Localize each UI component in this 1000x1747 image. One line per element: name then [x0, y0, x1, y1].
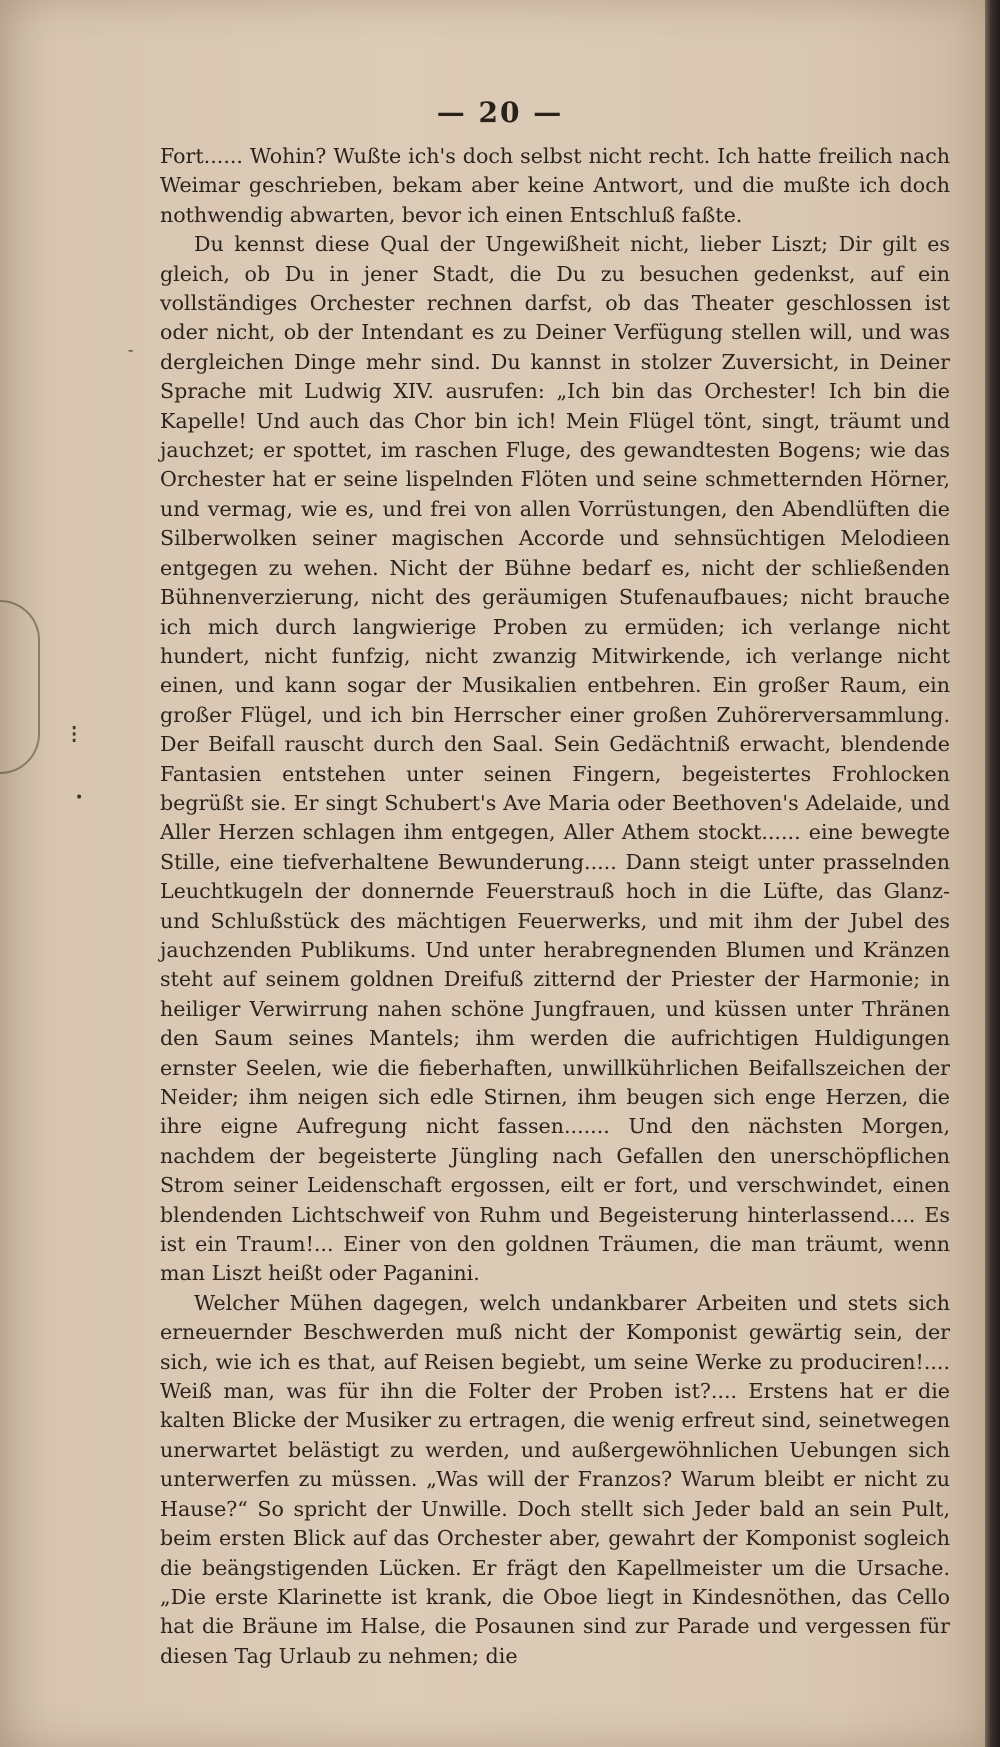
page-number: — 20 —	[436, 96, 564, 129]
paragraph-3: Welcher Mühen dagegen, welch undankbarer Arbeiten und stets sich erneuernder Beschwerden muß nicht der Komponist gewärtig sein, der sich, wie ich es that, auf Reisen begiebt, um seine Werke zu produciren!.... Weiß man, was für ihn die Folter der Proben ist?.... Erstens hat er die kalten Blicke der Musiker zu ertragen, die wenig erfreut sind, seinetwegen unerwartet belästigt zu werden, und außergewöhnlichen Uebungen sich unterwerfen zu müssen. „Was will der Franzos? Warum bleibt er nicht zu Hause?“ So spricht der Unwille. Doch stellt sich Jeder bald an sein Pult, beim ersten Blick auf das Orchester aber, gewahrt der Komponist sogleich die beängstigenden Lücken. Er frägt den Kapellmeister um die Ursache. „Die erste Klarinette ist krank, die Oboe liegt in Kindesnöthen, das Cello hat die Bräune im Halse, die Posaunen sind zur Parade und vergessen für diesen Tag Urlaub zu nehmen; die	[160, 1290, 950, 1668]
margin-bracket-decoration	[0, 600, 40, 774]
margin-dot-icon: •	[75, 790, 84, 806]
paragraph-2: Du kennst diese Qual der Ungewißheit nicht, lieber Liszt; Dir gilt es gleich, ob Du in jener Stadt, die Du zu besuchen gedenkst, auf ein vollständiges Orchester rechnen darfst, ob das Theater geschlossen ist oder nicht, ob der Intendant es zu Deiner Verfügung stellen will, und was dergleichen Dinge mehr sind. Du kannst in stolzer Zuversicht, in Deiner Sprache mit Ludwig XIV. ausrufen: „Ich bin das Orchester! Ich bin die Kapelle! Und auch das Chor bin ich! Mein Flügel tönt, singt, träumt und jauchzet; er spottet, im raschen Fluge, des gewandtesten Bogens; wie das Orchester hat er seine lispelnden Flöten und seine schmetternden Hörner, und vermag, wie es, und frei von allen Vorrüstungen, den Abendlüften die Silberwolken seiner magischen Accorde und sehnsüchtigen Melodieen entgegen zu wehen. Nicht der Bühne bedarf es, nicht der schließenden Bühnenverzierung, nicht des geräumigen Stufenaufbaues; nicht brauche ich mich durch langwierige Proben zu ermüden; ich verlange nicht hundert, nicht funfzig, nicht zwanzig Mitwirkende, ich verlange nicht einen, und kann sogar der Musikalien entbehren. Ein großer Raum, ein großer Flügel, und ich bin Herrscher einer großen Zuhörerversammlung. Der Beifall rauscht durch den Saal. Sein Gedächtniß erwacht, blendende Fantasien entstehen unter seinen Fingern, begeistertes Frohlocken begrüßt sie. Er singt Schubert's Ave Maria oder Beethoven's Adelaide, und Aller Herzen schlagen ihm entgegen, Aller Athem stockt...... eine bewegte Stille, eine tiefverhaltene Bewunderung..... Dann steigt unter prasselnden Leuchtkugeln der donnernde Feuerstrauß hoch in die Lüfte, das Glanz- und Schlußstück des mächtigen Feuerwerks, und mit ihm der Jubel des jauchzenden Publikums. Und unter herabregnenden Blumen und Kränzen steht auf seinem goldnen Dreifuß zitternd der Priester der Harmonie; in heiliger Verwirrung nahen schöne Jungfrauen, und küssen unter Thränen den Saum seines Mantels; ihm werden die aufrichtigen Huldigungen ernster Seelen, wie die fieberhaften, unwillkührlichen Beifallszeichen der Neider; ihm neigen sich edle Stirnen, ihm beugen sich enge Herzen, die ihre eigne Aufregung nicht fassen....... Und den nächsten Morgen, nachdem der begeisterte Jüngling nach Gefallen den unerschöpflichen Strom seiner Leidenschaft ergossen, eilt er fort, und verschwindet, einen blendenden Lichtschweif von Ruhm und Begeisterung hinterlassend.... Es ist ein Traum!... Einer von den goldnen Träumen, die man träumt, wenn man Liszt heißt oder Paganini.	[160, 232, 950, 1286]
book-spine-edge	[985, 0, 1000, 1747]
margin-mark-icon: ⁝	[70, 720, 79, 750]
margin-dash-icon: -	[128, 340, 134, 359]
body-text	[160, 142, 950, 1671]
paragraph-1: Fort...... Wohin? Wußte ich's doch selbst nicht recht. Ich hatte freilich nach Weimar geschrieben, bekam aber keine Antwort, und die mußte ich doch nothwendig abwarten, bevor ich einen Entschluß faßte.	[160, 144, 950, 227]
